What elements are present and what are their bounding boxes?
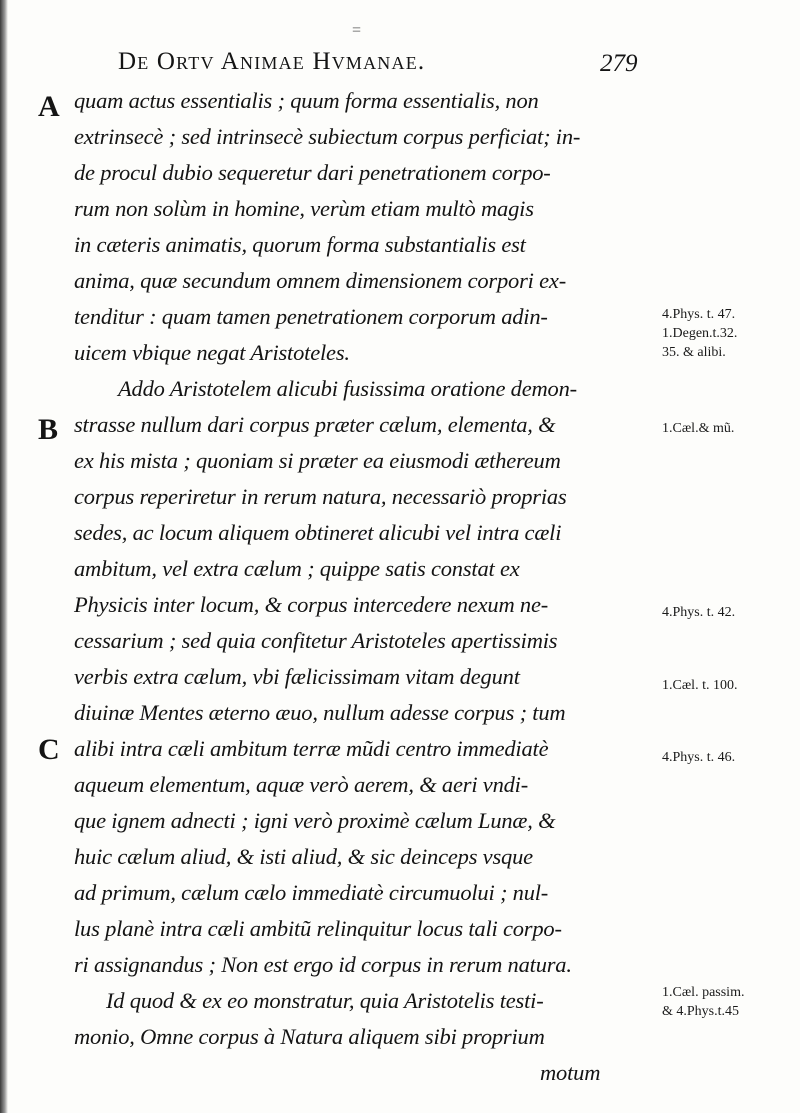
top-mark: = (352, 22, 362, 39)
text-line: lus planè intra cæli ambitũ relinquitur locus tali corpo- (74, 916, 562, 941)
marginal-note: 1.Degen.t.32. (662, 326, 738, 341)
text-line: in cæteris animatis, quorum forma substantialis est (74, 232, 526, 257)
text-line: strasse nullum dari corpus præter cælum, elementa, & (74, 412, 556, 437)
marginal-note: & 4.Phys.t.45 (662, 1004, 740, 1019)
text-line: uicem vbique negat Aristoteles. (74, 340, 350, 365)
catchword: motum (540, 1060, 601, 1085)
text-line: aqueum elementum, aquæ verò aerem, & aeri vndi- (74, 772, 529, 797)
marginal-note: 4.Phys. t. 47. (662, 307, 736, 322)
text-line: extrinsecè ; sed intrinsecè subiectum corpus perficiat; in- (74, 124, 581, 149)
text-line: ambitum, vel extra cælum ; quippe satis constat ex (74, 556, 520, 581)
text-line: ex his mista ; quoniam si præter ea eiusmodi æthereum (74, 448, 561, 473)
marginal-note: 1.Cæl.& mũ. (662, 421, 735, 436)
text-line: rum non solùm in homine, verùm etiam multò magis (74, 196, 534, 221)
section-letter-a: A (38, 90, 60, 123)
marginal-note: 4.Phys. t. 42. (662, 605, 736, 620)
text-line: cessarium ; sed quia confitetur Aristoteles apertissimis (74, 628, 558, 653)
text-line: tenditur : quam tamen penetrationem corporum adin- (74, 304, 548, 329)
marginal-note: 4.Phys. t. 46. (662, 750, 736, 765)
text-line: Id quod & ex eo monstratur, quia Aristotelis testi- (106, 988, 544, 1013)
text-line: de procul dubio sequeretur dari penetrationem corpo- (74, 160, 551, 185)
text-line: que ignem adnecti ; igni verò proximè cælum Lunæ, & (74, 808, 556, 833)
marginal-note: 35. & alibi. (662, 345, 726, 360)
text-line: ri assignandus ; Non est ergo id corpus in rerum natura. (74, 952, 572, 977)
text-line: anima, quæ secundum omnem dimensionem corpori ex- (74, 268, 566, 293)
text-line: alibi intra cæli ambitum terræ mũdi centro immediatè (74, 736, 549, 761)
text-line: monio, Omne corpus à Natura aliquem sibi proprium (74, 1024, 545, 1049)
text-line: Physicis inter locum, & corpus intercedere nexum ne- (74, 592, 549, 617)
text-line: corpus reperiretur in rerum natura, necessariò proprias (74, 484, 567, 509)
page-gutter-shadow (0, 0, 8, 1113)
section-letter-c: C (38, 733, 60, 766)
text-line: quam actus essentialis ; quum forma essentialis, non (74, 88, 539, 113)
text-line: sedes, ac locum aliquem obtineret alicubi vel intra cæli (74, 520, 562, 545)
text-line: verbis extra cælum, vbi fælicissimam vitam degunt (74, 664, 520, 689)
text-line: Addo Aristotelem alicubi fusissima oratione demon- (118, 376, 577, 401)
marginal-note: 1.Cæl. passim. (662, 985, 745, 1000)
marginal-note: 1.Cæl. t. 100. (662, 678, 738, 693)
page-number: 279 (600, 50, 638, 77)
text-line: diuinæ Mentes æterno æuo, nullum adesse corpus ; tum (74, 700, 566, 725)
running-head: De Ortv Animae Hvmanae. (118, 48, 426, 75)
text-line: huic cælum aliud, & isti aliud, & sic deinceps vsque (74, 844, 533, 869)
section-letter-b: B (38, 413, 59, 446)
text-line: ad primum, cælum cælo immediatè circumuolui ; nul- (74, 880, 549, 905)
